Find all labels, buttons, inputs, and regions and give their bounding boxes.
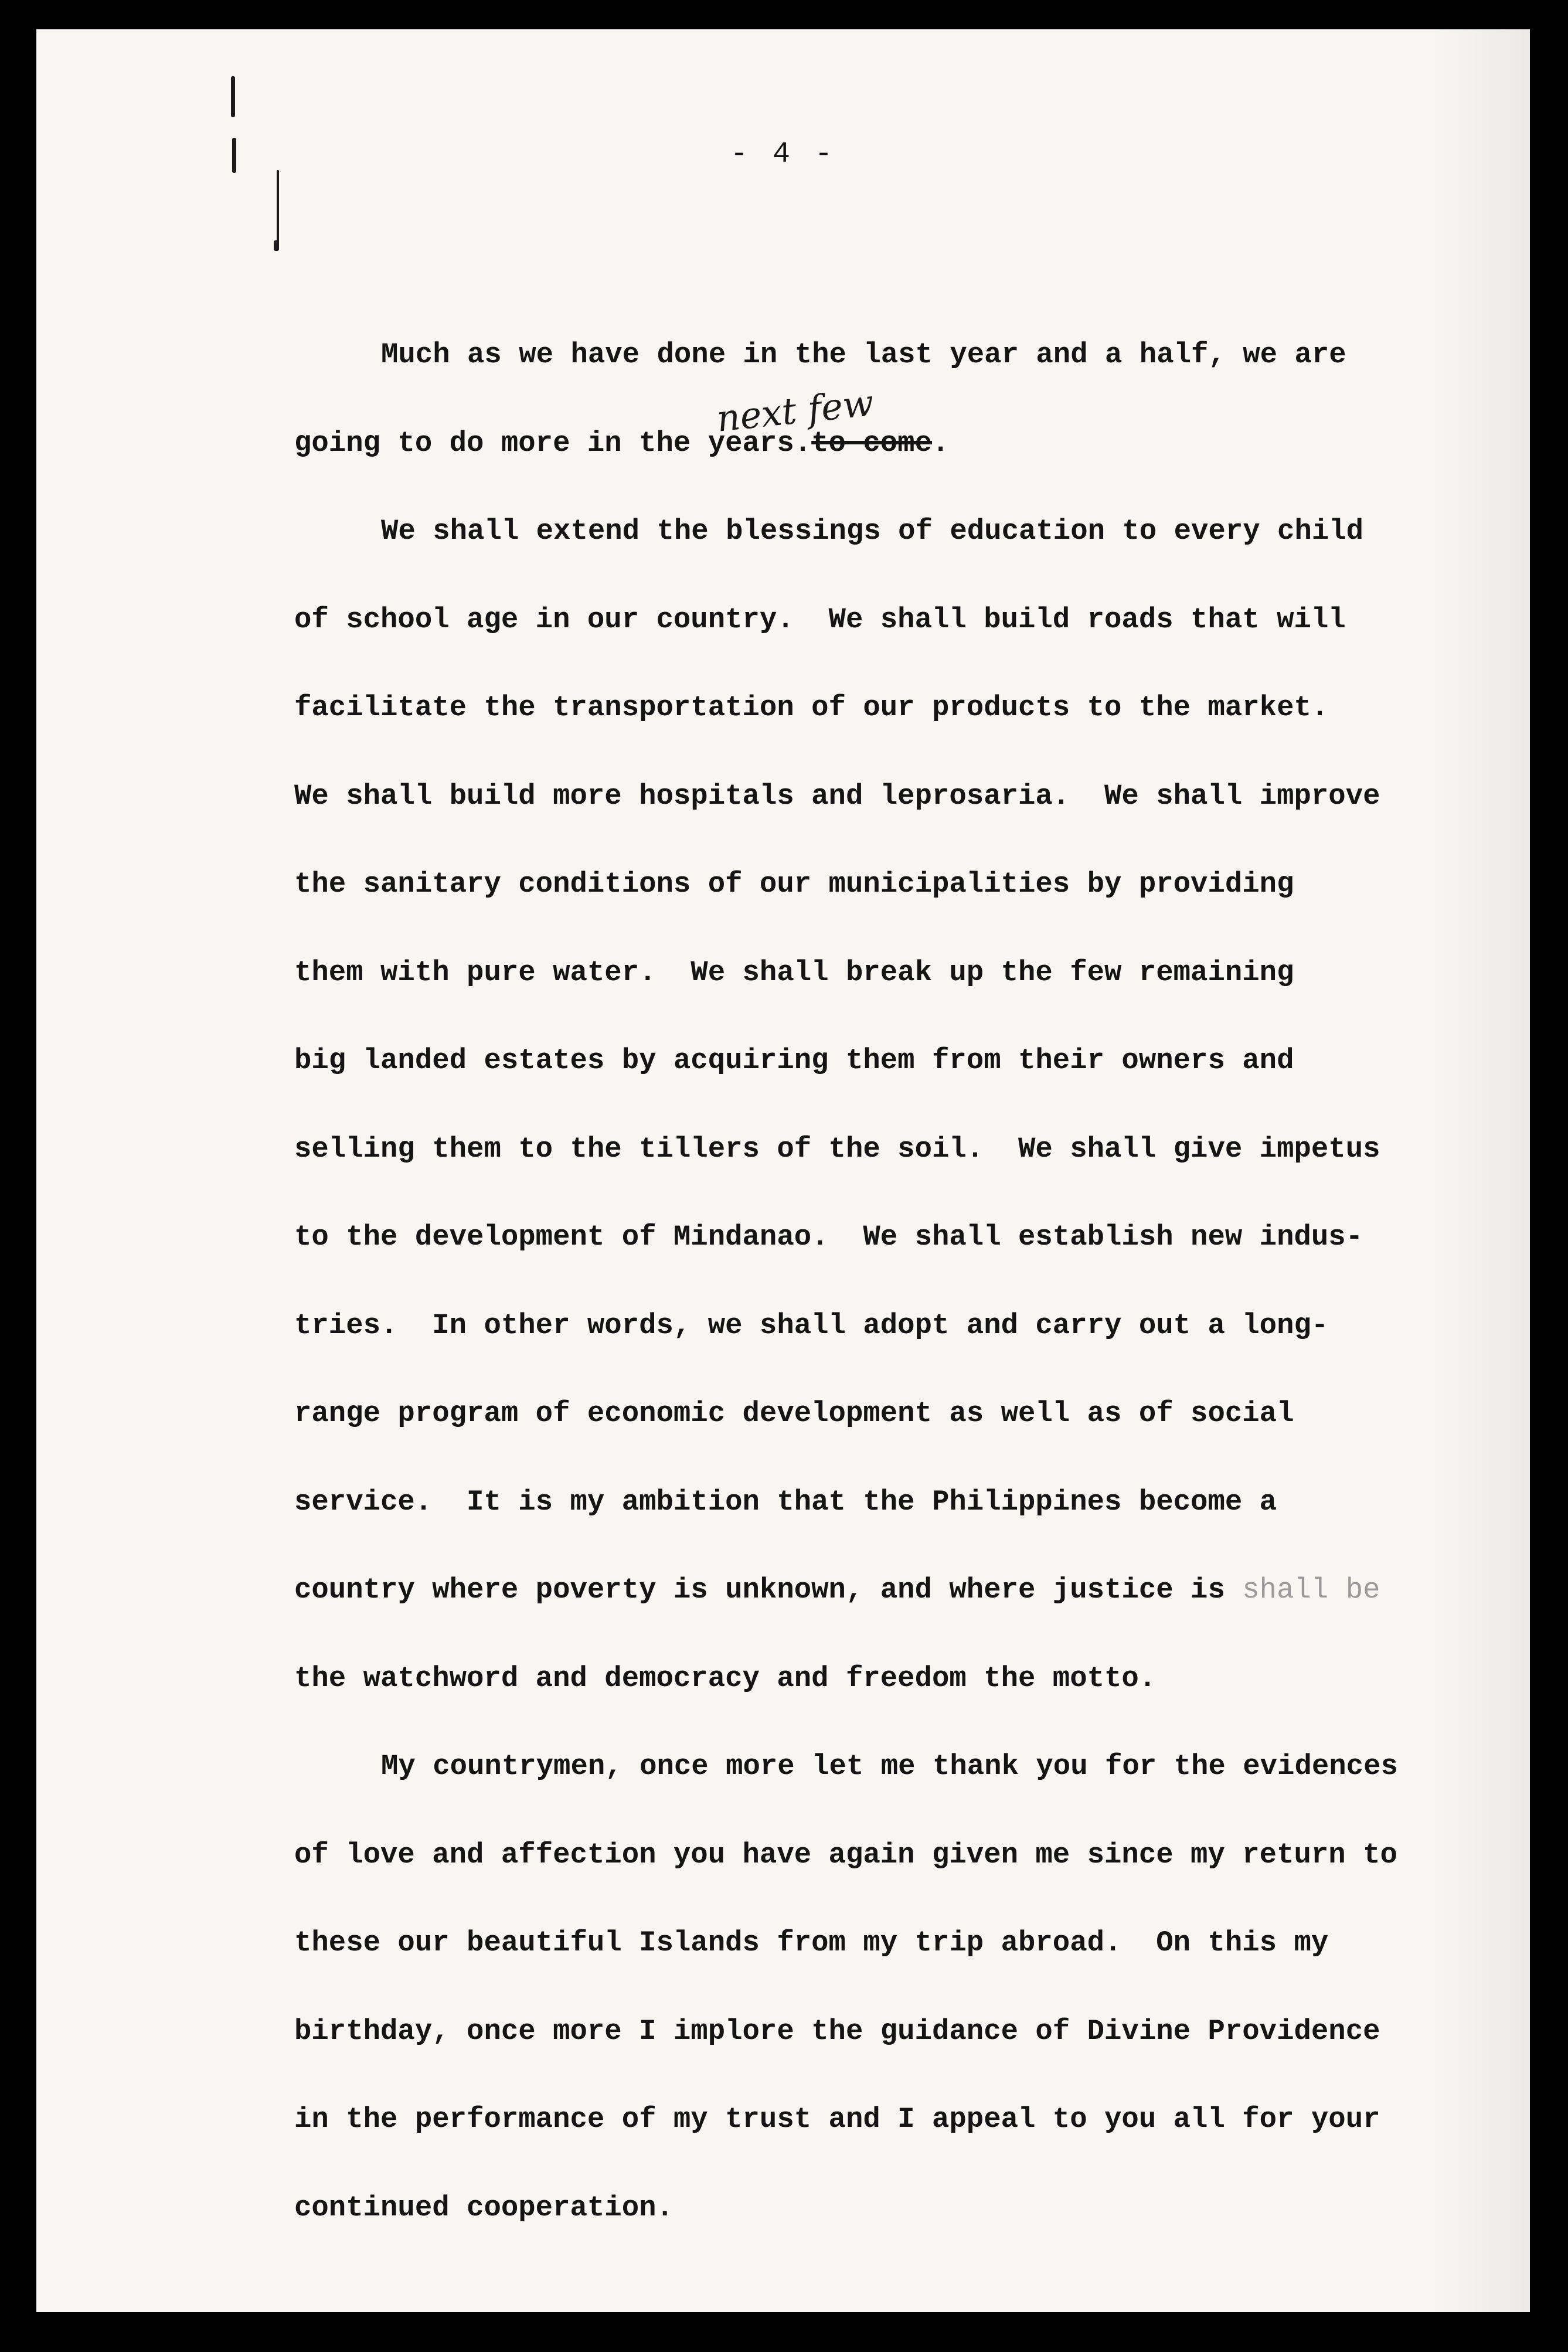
document-page xyxy=(36,29,1530,2312)
line-text: big landed estates by acquiring them from their owners and xyxy=(294,1044,1294,1077)
text-line xyxy=(294,2075,1455,2164)
text-line xyxy=(294,487,1455,576)
line-text: of school age in our country. We shall build roads that will xyxy=(294,603,1346,636)
text-line xyxy=(294,1899,1455,1987)
line-text: these our beautiful Islands from my trip abroad. On this my xyxy=(294,1926,1329,1959)
line-text: the watchword and democracy and freedom the motto. xyxy=(294,1661,1157,1695)
text-line xyxy=(294,399,1455,488)
text-line xyxy=(294,664,1455,752)
page-number: - 4 - xyxy=(730,138,836,171)
line-text-after: . xyxy=(932,426,950,460)
line-text: country where poverty is unknown, and where justice is xyxy=(294,1573,1225,1606)
line-text: in the performance of my trust and I appeal to you all for your xyxy=(294,2103,1380,2136)
line-text: tries. In other words, we shall adopt and carry out a long- xyxy=(294,1308,1329,1342)
speech-text xyxy=(294,311,1455,2252)
text-line xyxy=(294,1722,1455,1811)
line-text: going to do more in the years. xyxy=(294,426,812,460)
text-line xyxy=(294,1458,1455,1547)
text-line xyxy=(294,1369,1455,1458)
text-line xyxy=(294,1282,1455,1370)
line-text: selling them to the tillers of the soil. We shall give impetus xyxy=(294,1132,1380,1165)
text-line xyxy=(294,576,1455,664)
line-text: We shall build more hospitals and leprosaria. We shall improve xyxy=(294,779,1380,813)
text-line xyxy=(294,840,1455,929)
text-line xyxy=(294,2164,1455,2252)
text-line xyxy=(294,1193,1455,1282)
line-text: My countrymen, once more let me thank you for the evidences xyxy=(381,1750,1398,1783)
line-text: them with pure water. We shall break up the few remaining xyxy=(294,956,1294,989)
line-text: service. It is my ambition that the Philippines become a xyxy=(294,1485,1277,1518)
text-line xyxy=(294,1987,1455,2076)
line-text: of love and affection you have again given me since my return to xyxy=(294,1838,1397,1871)
margin-mark xyxy=(277,170,279,246)
text-line xyxy=(294,752,1455,841)
text-line xyxy=(294,1017,1455,1105)
line-text: to the development of Mindanao. We shall establish new indus- xyxy=(294,1221,1363,1253)
line-text: the sanitary conditions of our municipalities by providing xyxy=(294,868,1294,900)
line-text: We shall extend the blessings of education to every child xyxy=(381,515,1364,548)
text-line xyxy=(294,929,1455,1017)
line-text: birthday, once more I implore the guidance of Divine Providence xyxy=(294,2014,1380,2048)
margin-mark xyxy=(274,240,279,251)
struck-text: to come xyxy=(811,426,932,460)
text-line xyxy=(294,311,1455,399)
line-text: facilitate the transportation of our products to the market. xyxy=(294,691,1329,724)
line-text: Much as we have done in the last year and a half, we are xyxy=(381,338,1346,371)
line-text: range program of economic development as well as of social xyxy=(294,1397,1294,1430)
handwritten-insertion: next few xyxy=(714,381,876,440)
text-line xyxy=(294,1105,1455,1194)
line-text: continued cooperation. xyxy=(294,2191,674,2224)
margin-mark xyxy=(231,76,235,117)
faded-text: shall be xyxy=(1242,1573,1380,1606)
text-line xyxy=(294,1546,1455,1634)
text-line xyxy=(294,1634,1455,1723)
text-line xyxy=(294,1811,1455,1899)
